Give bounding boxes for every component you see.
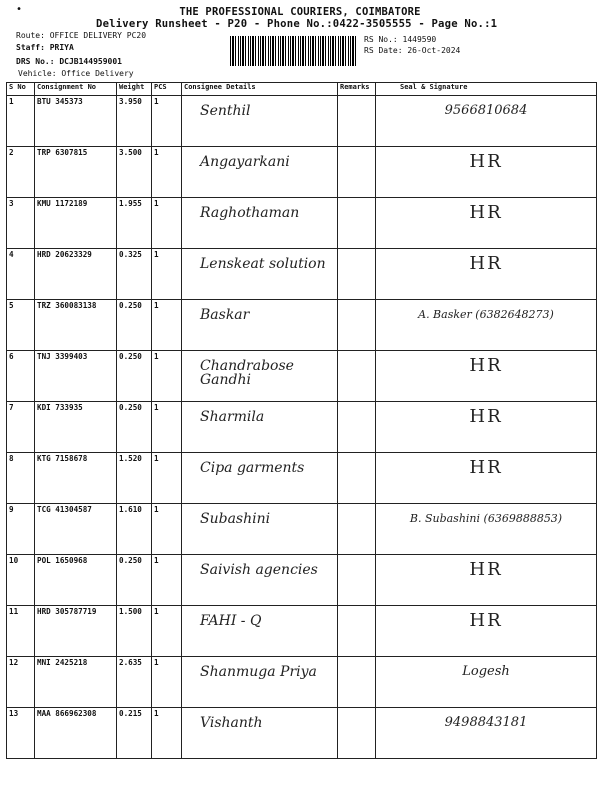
- row-sno: 9: [7, 504, 35, 555]
- table-row: [7, 504, 597, 555]
- row-consignment: KTG 7158678: [35, 453, 117, 504]
- row-seal: 9566810684: [376, 96, 597, 147]
- row-consignment: POL 1650968: [35, 555, 117, 606]
- row-seal: HR: [376, 249, 597, 300]
- row-consignee: Chandrabose Gandhi: [182, 351, 338, 402]
- table-row: [7, 351, 597, 402]
- row-remarks: [338, 351, 376, 402]
- row-sno: 1: [7, 96, 35, 147]
- row-seal: HR: [376, 351, 597, 402]
- barcode: [230, 36, 358, 66]
- row-consignee: Baskar: [182, 300, 338, 351]
- row-consignee: Cipa garments: [182, 453, 338, 504]
- table-row: [7, 708, 597, 759]
- row-consignee: Lenskeat solution: [182, 249, 338, 300]
- row-pcs: 1: [152, 606, 182, 657]
- row-consignment: TRZ 360083138: [35, 300, 117, 351]
- corner-mark: •: [16, 4, 23, 15]
- col-remarks: Remarks: [338, 83, 376, 96]
- row-seal: HR: [376, 555, 597, 606]
- row-weight: 2.635: [117, 657, 152, 708]
- row-seal: HR: [376, 453, 597, 504]
- row-weight: 0.215: [117, 708, 152, 759]
- row-consignment: KMU 1172189: [35, 198, 117, 249]
- row-consignment: HRD 305787719: [35, 606, 117, 657]
- row-sno: 5: [7, 300, 35, 351]
- row-consignee: Saivish agencies: [182, 555, 338, 606]
- col-pcs: PCS: [152, 83, 182, 96]
- row-consignee: Subashini: [182, 504, 338, 555]
- row-consignment: TRP 6307815: [35, 147, 117, 198]
- rs-date: RS Date: 26-Oct-2024: [364, 46, 461, 55]
- row-remarks: [338, 555, 376, 606]
- row-weight: 1.520: [117, 453, 152, 504]
- table-row: [7, 249, 597, 300]
- table-row: [7, 147, 597, 198]
- row-sno: 11: [7, 606, 35, 657]
- row-remarks: [338, 402, 376, 453]
- table-row: [7, 300, 597, 351]
- col-seal-signature: Seal & Signature: [376, 83, 597, 96]
- row-consignee: Senthil: [182, 96, 338, 147]
- row-seal: A. Basker (6382648273): [376, 300, 597, 351]
- row-seal: Logesh: [376, 657, 597, 708]
- row-remarks: [338, 147, 376, 198]
- table-row: [7, 198, 597, 249]
- row-consignment: MAA 866962308: [35, 708, 117, 759]
- row-consignee: Angayarkani: [182, 147, 338, 198]
- row-sno: 6: [7, 351, 35, 402]
- row-remarks: [338, 300, 376, 351]
- row-pcs: 1: [152, 198, 182, 249]
- row-weight: 0.250: [117, 402, 152, 453]
- row-weight: 1.500: [117, 606, 152, 657]
- row-pcs: 1: [152, 300, 182, 351]
- row-weight: 0.250: [117, 555, 152, 606]
- row-weight: 0.250: [117, 351, 152, 402]
- row-pcs: 1: [152, 657, 182, 708]
- col-sno: S No: [7, 83, 35, 96]
- row-consignee: FAHI - Q: [182, 606, 338, 657]
- row-consignment: TCG 41304587: [35, 504, 117, 555]
- row-seal: HR: [376, 198, 597, 249]
- row-remarks: [338, 606, 376, 657]
- row-sno: 2: [7, 147, 35, 198]
- vehicle-label: Vehicle: Office Delivery: [18, 69, 134, 78]
- row-seal: HR: [376, 402, 597, 453]
- col-weight: Weight: [117, 83, 152, 96]
- row-consignment: KDI 733935: [35, 402, 117, 453]
- row-pcs: 1: [152, 147, 182, 198]
- row-remarks: [338, 198, 376, 249]
- row-remarks: [338, 96, 376, 147]
- row-seal: B. Subashini (6369888853): [376, 504, 597, 555]
- row-sno: 8: [7, 453, 35, 504]
- table-row: [7, 555, 597, 606]
- row-consignee: Shanmuga Priya: [182, 657, 338, 708]
- row-consignment: MNI 2425218: [35, 657, 117, 708]
- row-pcs: 1: [152, 351, 182, 402]
- col-consignee: Consignee Details: [182, 83, 338, 96]
- company-title: THE PROFESSIONAL COURIERS, COIMBATORE: [179, 6, 421, 18]
- table-row: [7, 453, 597, 504]
- row-sno: 13: [7, 708, 35, 759]
- route-label: Route: OFFICE DELIVERY PC20: [16, 31, 147, 40]
- drs-label: DRS No.: DCJB144959001: [16, 57, 122, 66]
- row-sno: 10: [7, 555, 35, 606]
- row-seal: HR: [376, 147, 597, 198]
- row-seal: HR: [376, 606, 597, 657]
- row-weight: 0.325: [117, 249, 152, 300]
- runsheet-table: [6, 82, 597, 759]
- row-pcs: 1: [152, 249, 182, 300]
- row-weight: 3.950: [117, 96, 152, 147]
- row-weight: 0.250: [117, 300, 152, 351]
- row-pcs: 1: [152, 453, 182, 504]
- row-pcs: 1: [152, 555, 182, 606]
- row-pcs: 1: [152, 504, 182, 555]
- row-remarks: [338, 453, 376, 504]
- row-weight: 1.610: [117, 504, 152, 555]
- row-consignee: Sharmila: [182, 402, 338, 453]
- row-pcs: 1: [152, 96, 182, 147]
- row-consignment: TNJ 3399403: [35, 351, 117, 402]
- row-pcs: 1: [152, 402, 182, 453]
- runsheet-subtitle: Delivery Runsheet - P20 - Phone No.:0422-3505555 - Page No.:1: [96, 18, 498, 30]
- table-row: [7, 657, 597, 708]
- row-pcs: 1: [152, 708, 182, 759]
- row-seal: 9498843181: [376, 708, 597, 759]
- row-consignee: Raghothaman: [182, 198, 338, 249]
- table-row: [7, 402, 597, 453]
- row-remarks: [338, 249, 376, 300]
- table-row: [7, 96, 597, 147]
- row-sno: 12: [7, 657, 35, 708]
- rs-number: RS No.: 1449590: [364, 35, 437, 44]
- table-header-row: [7, 83, 597, 96]
- row-remarks: [338, 504, 376, 555]
- row-weight: 3.500: [117, 147, 152, 198]
- staff-label: Staff: PRIYA: [16, 43, 74, 52]
- row-sno: 4: [7, 249, 35, 300]
- row-remarks: [338, 657, 376, 708]
- col-consignment: Consignment No: [35, 83, 117, 96]
- row-consignment: BTU 345373: [35, 96, 117, 147]
- row-sno: 3: [7, 198, 35, 249]
- row-weight: 1.955: [117, 198, 152, 249]
- row-sno: 7: [7, 402, 35, 453]
- table-row: [7, 606, 597, 657]
- row-consignee: Vishanth: [182, 708, 338, 759]
- row-remarks: [338, 708, 376, 759]
- row-consignment: HRD 20623329: [35, 249, 117, 300]
